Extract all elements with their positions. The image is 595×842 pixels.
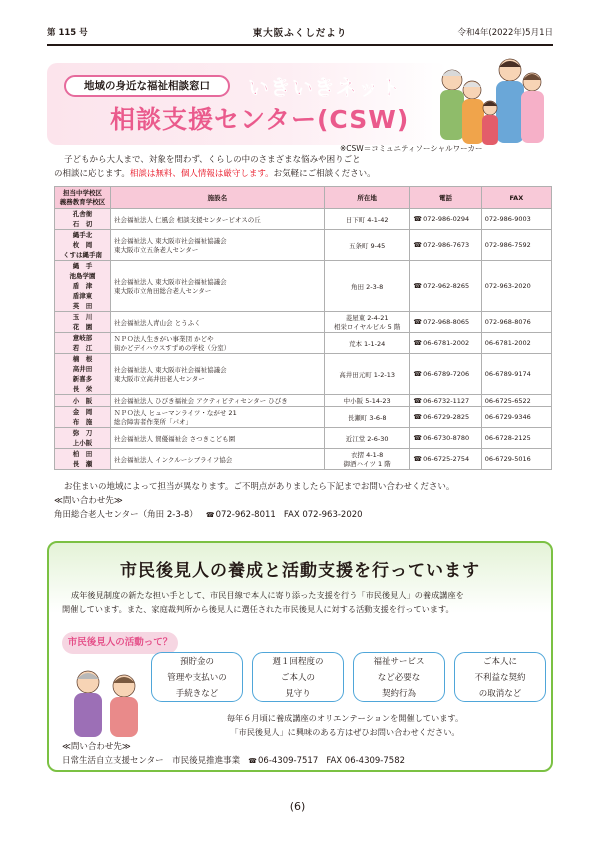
activity-box-line: 見守り: [285, 689, 311, 699]
table-row: [55, 312, 552, 333]
intro-line2-emphasis: 相談は無料、個人情報は厳守します。: [129, 169, 274, 179]
guardian-body-line2: 開催しています。また、家庭裁判所から後見人に選任された市民後見人に対する活動支援を行っています。: [62, 604, 454, 614]
tel-value: 06-6729-2825: [423, 413, 470, 421]
guardian-question: 市民後見人の活動って？: [62, 632, 178, 654]
facility-cell: [111, 395, 325, 407]
header-fax: FAX: [481, 187, 551, 209]
location-cell-line: 近江堂 2-6-30: [345, 434, 389, 443]
school-district-cell: [55, 407, 111, 428]
tel-value: 072-968-8065: [423, 318, 470, 326]
activity-box-line: 管理や支払いの: [167, 673, 227, 683]
facility-cell: [111, 333, 325, 354]
facility-cell-line: ＮＰＯ法人 ヒューマンライツ・ながせ 21: [114, 409, 237, 417]
location-cell-line: 中小阪 5-14-23: [343, 397, 391, 405]
facility-cell-line: 東大阪市立五条老人センター: [114, 246, 199, 254]
activity-box-visit: [252, 652, 344, 702]
intro-line2: [54, 167, 524, 181]
facility-cell-line: ＮＰＯ法人生きがい事業団 かどや: [114, 335, 214, 343]
activity-box-line: ご本人に: [482, 657, 517, 667]
school-district-cell-line: 若 江: [72, 344, 93, 352]
table-row: [55, 449, 552, 470]
activity-box-line: 手続きなど: [175, 689, 219, 699]
facility-cell-line: 社会福祉法人 仁風会 相談支援センターピオスの丘: [114, 215, 261, 224]
family-member-father: [496, 59, 524, 143]
family-member-grandmother: [462, 81, 484, 144]
header-divider: [47, 44, 553, 46]
phone-icon: ☎: [413, 339, 423, 347]
table-row: [55, 395, 552, 407]
location-cell: [324, 209, 410, 230]
fax-cell: 06-6725-6522: [481, 395, 551, 407]
guardian-contact-heading: ≪問い合わせ先≫: [62, 742, 131, 752]
activity-box-line: 預貯金の: [179, 657, 214, 667]
table-row: [55, 354, 552, 395]
tel-value: 06-6730-8780: [423, 434, 470, 442]
location-cell-line: 荒本 1-1-24: [348, 339, 386, 348]
tel-cell: [410, 333, 481, 354]
school-district-cell-line: 縄 手: [72, 262, 93, 270]
guardian-body-line1: 成年後見制度の新たな担い手として、市民目線で本人に寄り添った支援を行う「市民後見人」の養成講座を: [71, 590, 464, 600]
location-cell: [324, 261, 410, 312]
facility-cell: [111, 230, 325, 261]
facility-cell: [111, 449, 325, 470]
family-member-mother: [521, 73, 544, 143]
header-tel: 電話: [410, 187, 481, 209]
facility-cell: [111, 407, 325, 428]
table-header-row: [55, 187, 552, 209]
school-district-cell-line: 玉 川: [72, 313, 93, 321]
activity-box-line: など必要な: [377, 673, 421, 683]
facility-cell: [111, 261, 325, 312]
tel-cell: [410, 428, 481, 449]
csw-footnote: ※CSW＝コミュニティソーシャルワーカー: [340, 144, 483, 153]
tel-value: 072-986-0294: [423, 215, 470, 223]
school-district-cell: [55, 230, 111, 261]
school-district-cell-line: 意岐部: [72, 334, 93, 342]
fax-cell: 072-968-8076: [481, 312, 551, 333]
school-district-cell-line: 縄手北: [72, 231, 93, 239]
tel-cell: [410, 312, 481, 333]
tel-cell: [410, 449, 481, 470]
school-district-cell-line: 長 栄: [72, 385, 93, 393]
school-district-cell-line: 上小阪: [72, 439, 93, 447]
school-district-cell-line: 花 園: [72, 323, 93, 331]
location-cell-line: 角田 2-3-8: [351, 282, 384, 291]
school-district-cell: [55, 395, 111, 407]
location-cell-line: 日下町 4-1-42: [345, 215, 389, 224]
csw-contact-fax: FAX 072-963-2020: [283, 510, 363, 520]
header-school: 担当中学校区 義務教育学校区: [55, 187, 111, 209]
school-district-cell-line: 高井田: [72, 365, 93, 373]
tel-cell: [410, 230, 481, 261]
location-cell: [324, 354, 410, 395]
school-district-cell-line: 小 阪: [72, 396, 93, 405]
guardian-contact-line: [62, 754, 542, 768]
tel-cell: [410, 407, 481, 428]
orientation-line2: 「市民後見人」に興味のある方はぜひお問い合わせください。: [230, 727, 460, 737]
guardian-contact-fax: FAX 06-4309-7582: [326, 756, 406, 766]
activity-box-line: 不利益な契約: [474, 673, 526, 683]
school-district-cell-line: 楠 根: [72, 355, 93, 363]
tel-cell: [410, 354, 481, 395]
family-illustration: [424, 50, 554, 150]
school-district-cell-line: 英 田: [72, 302, 93, 310]
facility-cell: [111, 312, 325, 333]
csw-contact: [54, 480, 544, 522]
intro-line2-a: の相談に応じます。: [54, 169, 130, 179]
table-row: [55, 407, 552, 428]
location-cell-line: 長瀬町 3-6-8: [347, 413, 387, 422]
facility-cell: [111, 354, 325, 395]
school-district-cell: [55, 354, 111, 395]
fax-cell: 06-6789-9174: [481, 354, 551, 395]
guardian-contact: [62, 740, 542, 768]
facility-cell-line: 東大阪市立角田総合老人センター: [114, 287, 212, 295]
tel-value: 06-6789-7206: [423, 370, 470, 378]
tel-cell: [410, 261, 481, 312]
csw-title-line1: いきいきネット: [248, 76, 402, 100]
activity-box-line: 契約行為: [381, 689, 416, 699]
activity-box-line: ご本人の: [280, 673, 315, 683]
location-cell-line: 高井田元町 1-2-13: [339, 370, 396, 379]
location-cell: [324, 312, 410, 333]
school-district-cell: [55, 333, 111, 354]
phone-icon: ☎: [413, 318, 423, 326]
issue-date: 令和4年(2022年)5月1日: [457, 28, 553, 38]
activity-box-contract: [353, 652, 445, 702]
activity-box-line: 福祉サービス: [373, 657, 425, 667]
school-district-cell-line: 長 瀬: [72, 460, 93, 468]
page-header: [47, 22, 553, 42]
phone-icon: ☎: [413, 434, 423, 442]
guardian-contact-tel: 06-4309-7517: [258, 756, 319, 766]
location-cell: [324, 428, 410, 449]
location-cell-line: 相栄ロイヤルビル 5 階: [333, 323, 401, 331]
tel-value: 072-962-8265: [423, 282, 470, 290]
tel-value: 072-986-7673: [423, 241, 470, 249]
activity-box-line: 週１回程度の: [272, 657, 324, 667]
facility-cell-line: 社会福祉法人 ひびき福祉会 アクティビティセンター ひびき: [114, 397, 288, 405]
fax-cell: 06-6729-5016: [481, 449, 551, 470]
csw-contact-line: [54, 508, 544, 522]
activity-box-finance: [151, 652, 243, 702]
facility-cell-line: 街かどデイハウスすずめの学校（分室）: [114, 344, 231, 352]
guardian-contact-org: 日常生活自立支援センター 市民後見推進事業: [62, 756, 241, 766]
school-district-cell-line: くすは縄手南: [63, 251, 102, 259]
table-row: [55, 333, 552, 354]
school-district-cell-line: 石 切: [72, 220, 93, 228]
header-facility: 施設名: [111, 187, 325, 209]
intro-line1: 子どもから大人まで、対象を問わず、くらしの中のさまざまな悩みや困りごと: [64, 155, 361, 165]
table-row: [55, 230, 552, 261]
school-district-cell: [55, 428, 111, 449]
senior-woman-left: [74, 671, 102, 737]
tel-cell: [410, 209, 481, 230]
tel-value: 06-6725-2754: [423, 455, 470, 463]
table-row: [55, 209, 552, 230]
location-cell: [324, 395, 410, 407]
school-district-cell: [55, 449, 111, 470]
fax-cell: 072-986-9003: [481, 209, 551, 230]
school-district-cell-line: 枚 岡: [72, 241, 93, 249]
phone-icon: ☎: [248, 757, 258, 765]
csw-intro: [54, 153, 524, 181]
facility-cell-line: 社会福祉法人 賀優福祉会 さつきこども園: [114, 434, 236, 443]
school-district-cell-line: 弥 刀: [72, 429, 93, 437]
issue-number: 第 115 号: [47, 28, 88, 38]
csw-tagline: 地域の身近な福祉相談窓口: [64, 75, 230, 97]
seniors-illustration: [62, 662, 152, 738]
location-cell: [324, 333, 410, 354]
csw-contact-heading: ≪問い合わせ先≫: [54, 496, 123, 506]
location-cell: [324, 449, 410, 470]
location-cell: [324, 230, 410, 261]
location-cell-line: 衣摺 4-1-8: [351, 451, 384, 459]
header-location: 所在地: [324, 187, 410, 209]
orientation-line1: 毎年６月頃に養成講座のオリエンテーションを開催しています。: [226, 713, 464, 723]
fax-cell: 072-986-7592: [481, 230, 551, 261]
table-row: [55, 428, 552, 449]
fax-cell: 06-6729-9346: [481, 407, 551, 428]
location-cell-line: 御酒ハイツ 1 階: [343, 460, 391, 468]
facility-cell-line: 総合障害者作業所「パオ」: [114, 418, 192, 426]
phone-icon: ☎: [413, 370, 423, 378]
csw-contact-tel: 072-962-8011: [215, 510, 276, 520]
guardian-title: 市民後見人の養成と活動支援を行っています: [120, 561, 480, 581]
table-row: [55, 261, 552, 312]
facility-cell-line: 社会福祉法人 東大阪市社会福祉協議会: [114, 366, 227, 374]
facility-cell-line: 社会福祉法人青山会 とうふく: [114, 318, 201, 327]
family-member-grandfather: [440, 70, 464, 140]
phone-icon: ☎: [413, 241, 423, 249]
csw-centers-table: [54, 186, 552, 470]
tel-value: 06-6732-1127: [423, 396, 470, 405]
intro-line2-b: お気軽にご相談ください。: [273, 169, 376, 179]
guardian-body: [62, 588, 540, 616]
facility-cell-line: 社会福祉法人 インクルーシブライフ協会: [114, 455, 233, 464]
school-district-cell-line: 池島学園: [69, 272, 96, 280]
page-number: (6): [289, 800, 306, 813]
phone-icon: ☎: [205, 511, 215, 519]
senior-woman-right: [110, 675, 138, 737]
activity-box-cancel: [454, 652, 546, 702]
school-district-cell-line: 盾 津: [72, 282, 93, 290]
phone-icon: ☎: [413, 215, 423, 223]
school-district-cell-line: 布 施: [72, 418, 93, 426]
guardian-orientation: [160, 711, 530, 739]
family-member-child: [482, 101, 498, 145]
tel-cell: [410, 395, 481, 407]
school-district-cell-line: 新喜多: [72, 375, 93, 383]
phone-icon: ☎: [413, 282, 423, 290]
tel-value: 06-6781-2002: [423, 339, 470, 347]
csw-contact-note: お住まいの地域によって担当が異なります。ご不明点がありましたら下記までお問い合わせください。: [64, 482, 455, 492]
location-cell-line: 菱屋東 2-4-21: [345, 314, 389, 322]
school-district-cell-line: 柏 田: [72, 450, 93, 458]
newsletter-title: 東大阪ふくしだより: [252, 28, 348, 39]
fax-cell: 072-963-2020: [481, 261, 551, 312]
location-cell-line: 五条町 9-45: [348, 241, 386, 250]
facility-cell-line: 社会福祉法人 東大阪市社会福祉協議会: [114, 237, 227, 245]
school-district-cell-line: 金 岡: [72, 408, 93, 416]
school-district-cell-line: 盾津東: [72, 292, 93, 300]
school-district-cell: [55, 209, 111, 230]
phone-icon: ☎: [413, 455, 423, 463]
csw-contact-org: 角田総合老人センター（角田 2-3-8）: [54, 510, 198, 520]
location-cell: [324, 407, 410, 428]
school-district-cell-line: 孔舎衙: [72, 210, 93, 218]
activity-box-line: の取消など: [478, 689, 522, 699]
school-district-cell: [55, 312, 111, 333]
facility-cell: [111, 209, 325, 230]
csw-title-line2: 相談支援センター(CSW): [110, 105, 410, 134]
phone-icon: ☎: [413, 413, 423, 421]
school-district-cell: [55, 261, 111, 312]
facility-cell-line: 東大阪市立高井田老人センター: [114, 375, 205, 383]
facility-cell-line: 社会福祉法人 東大阪市社会福祉協議会: [114, 278, 227, 286]
fax-cell: 06-6728-2125: [481, 428, 551, 449]
phone-icon: ☎: [413, 396, 423, 405]
fax-cell: 06-6781-2002: [481, 333, 551, 354]
facility-cell: [111, 428, 325, 449]
